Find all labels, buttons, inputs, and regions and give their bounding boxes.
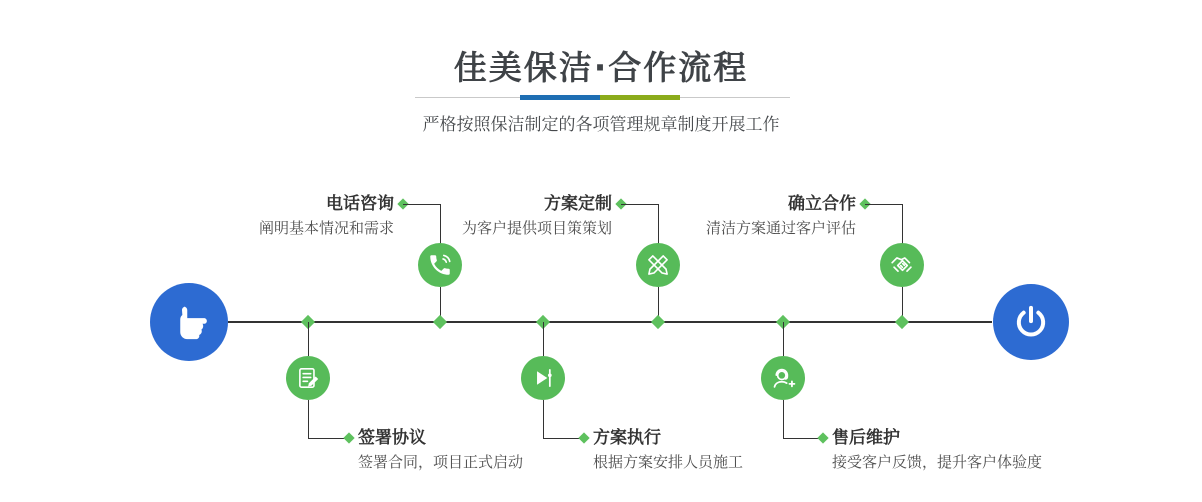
step-desc: 接受客户反馈，提升客户体验度 <box>832 453 1043 471</box>
title-divider-blue-segment <box>520 95 600 100</box>
power-icon <box>1011 302 1051 342</box>
connector-elbow <box>621 204 659 244</box>
step-plan-execute-node <box>521 356 565 400</box>
timeline-diamond <box>895 315 909 329</box>
document-pen-icon <box>295 365 321 391</box>
step-desc: 阐明基本情况和需求 <box>258 219 394 237</box>
timeline-line <box>228 321 992 323</box>
crossed-pencils-icon <box>645 252 671 278</box>
step-title: 方案执行 <box>593 428 661 448</box>
step-phone-consult-text <box>259 194 394 237</box>
timeline-start-node <box>150 283 228 361</box>
title-divider-green-segment <box>600 95 680 100</box>
step-sign-agreement-node <box>286 356 330 400</box>
page-subtitle: 严格按照保洁制定的各项管理规章制度开展工作 <box>422 115 780 135</box>
connector-elbow <box>543 400 585 439</box>
step-title: 确立合作 <box>788 194 856 214</box>
step-after-sales-text <box>832 428 1042 471</box>
connector-elbow <box>783 400 825 439</box>
pointing-hand-icon <box>168 301 210 343</box>
phone-call-icon <box>427 252 453 278</box>
step-after-sales-node <box>761 356 805 400</box>
connector-stub <box>783 322 784 356</box>
timeline-diamond <box>651 315 665 329</box>
step-title: 签署协议 <box>358 428 426 448</box>
step-sign-agreement-text <box>358 428 523 471</box>
step-desc: 清洁方案通过客户评估 <box>705 219 856 237</box>
step-confirm-cooperation-text <box>706 194 856 237</box>
step-confirm-cooperation-node <box>880 243 924 287</box>
play-slider-icon <box>530 365 556 391</box>
headset-plus-icon <box>770 365 797 392</box>
connector-elbow <box>865 204 903 244</box>
connector-elbow <box>308 400 350 439</box>
step-phone-consult-node <box>418 243 462 287</box>
connector-stub <box>308 322 309 356</box>
timeline-diamond <box>433 315 447 329</box>
timeline-end-node <box>993 284 1069 360</box>
step-desc: 为客户提供项目策策划 <box>461 219 612 237</box>
step-plan-design-text <box>462 194 612 237</box>
step-title: 售后维护 <box>832 428 900 448</box>
connector-elbow <box>403 204 441 244</box>
step-desc: 根据方案安排人员施工 <box>593 453 744 471</box>
step-desc: 签署合同，项目正式启动 <box>358 453 524 471</box>
page-title: 佳美保洁·合作流程 <box>453 48 749 87</box>
connector-stub <box>543 322 544 356</box>
step-plan-design-node <box>636 243 680 287</box>
step-title: 方案定制 <box>544 194 612 214</box>
step-title: 电话咨询 <box>326 194 394 214</box>
step-plan-execute-text <box>593 428 743 471</box>
handshake-icon <box>889 252 916 279</box>
